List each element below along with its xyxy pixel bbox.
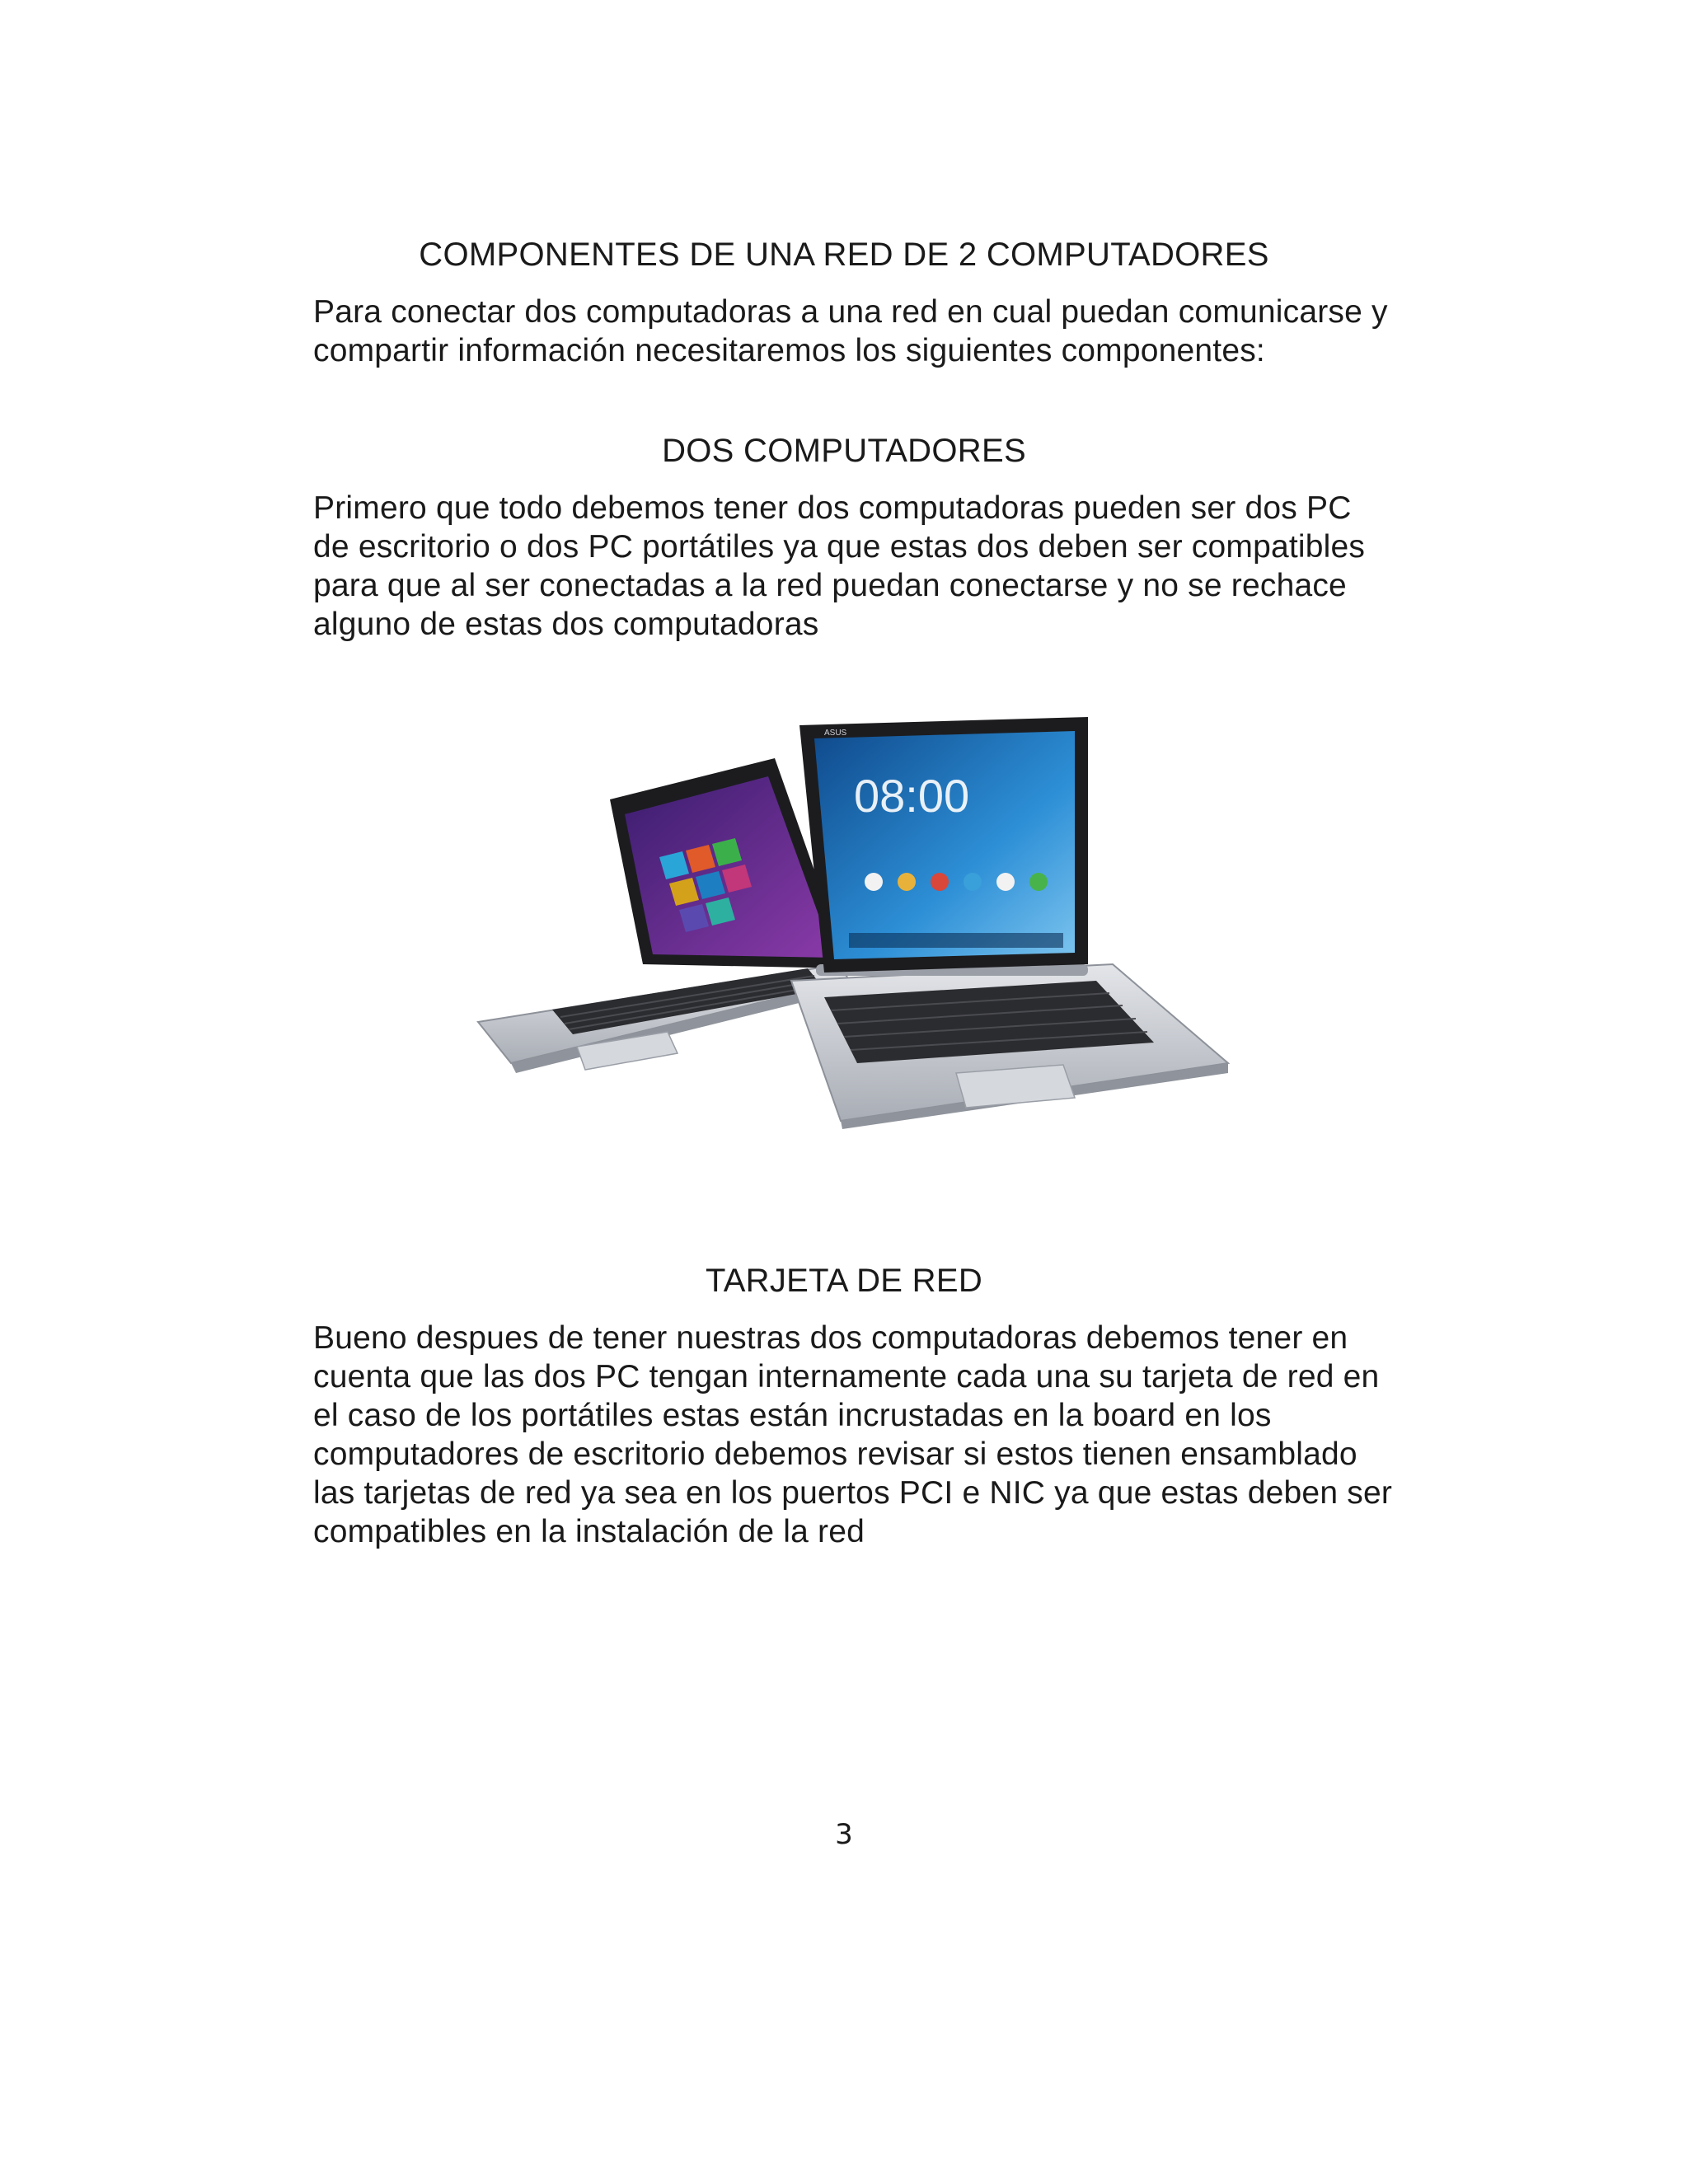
document-title: COMPONENTES DE UNA RED DE 2 COMPUTADORES [419, 237, 1269, 273]
brand-logo: ASUS [824, 729, 847, 738]
section-heading-dos-computadores: DOS COMPUTADORES [662, 433, 1026, 469]
left-laptop [478, 758, 849, 1073]
section-body-dos-computadores: Primero que todo debemos tener dos computadoras pueden ser dos PC de escritorio o dos PC portátiles ya que estas dos deben ser compatibles para que al ser conectadas a la red puedan conectarse y no se rechace alguno de estas dos computadoras [313, 490, 1366, 642]
intro-paragraph: Para conectar dos computadoras a una red en cual puedan comunicarse y compartir información necesitaremos los siguientes componentes: [313, 294, 1388, 368]
right-laptop [791, 717, 1228, 1129]
two-laptops-image [462, 717, 1236, 1129]
section-body-tarjeta-de-red: Bueno despues de tener nuestras dos computadoras debemos tener en cuenta que las dos PC tengan internamente cada una su tarjeta de red en el caso de los portátiles estas están incrustadas en la board en los computadores de escritorio debemos revisar si estos tienen ensamblado las tarjetas de red ya sea en los puertos PCI e NIC ya que estas deben ser compatibles en la instalación de la red [313, 1320, 1393, 1549]
screen-clock: 08:00 [854, 770, 970, 822]
page-number: 3 [835, 1818, 853, 1851]
section-heading-tarjeta-de-red: TARJETA DE RED [705, 1263, 983, 1299]
